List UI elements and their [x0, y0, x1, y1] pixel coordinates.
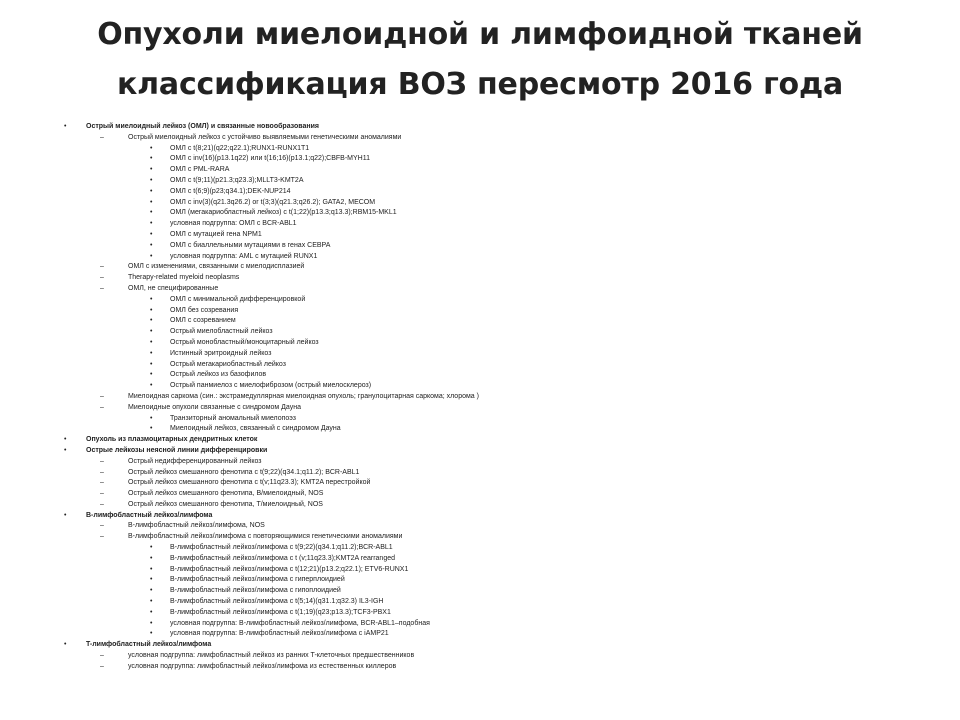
list-item-text: B-лимфобластный лейкоз/лимфома с t(9;22)(q34.1;q11.2);BCR-ABL1 [170, 544, 393, 552]
list-item-text: Миелоидные опухоли связанные с синдромом Дауна [128, 403, 301, 411]
list-item-level-2 [0, 262, 960, 273]
bullet-icon: • [150, 338, 153, 346]
dash-bullet-icon: – [100, 500, 104, 508]
list-item-text: ОМЛ с мутацией гена NPM1 [170, 230, 262, 238]
list-item-level-3 [0, 176, 960, 187]
dash-bullet-icon: – [100, 457, 104, 465]
list-item-level-3 [0, 144, 960, 155]
list-item-level-3 [0, 252, 960, 263]
bullet-icon: • [150, 166, 153, 174]
list-item-text: Острый мегакариобластный лейкоз [170, 360, 286, 368]
bullet-icon: • [150, 619, 153, 627]
list-item-level-2 [0, 489, 960, 500]
dash-bullet-icon: – [100, 479, 104, 487]
slide-title-line-2: классификация ВОЗ пересмотр 2016 года [116, 67, 844, 102]
list-item-text: Миелоидный лейкоз, связанный с синдромом Дауна [170, 425, 341, 433]
list-item-level-3 [0, 381, 960, 392]
list-item-level-1 [0, 640, 960, 651]
dash-bullet-icon: – [100, 403, 104, 411]
list-item-level-3 [0, 575, 960, 586]
list-item-level-3 [0, 198, 960, 209]
bullet-icon: • [150, 576, 153, 584]
dash-bullet-icon: – [100, 468, 104, 476]
bullet-icon: • [150, 155, 153, 163]
bullet-icon: • [64, 446, 67, 454]
list-item-text: B-лимфобластный лейкоз/лимфома, NOS [128, 522, 265, 530]
list-item-text: Острый лейкоз из базофилов [170, 371, 267, 379]
list-item-text: ОМЛ с созреванием [170, 317, 236, 325]
bullet-icon: • [64, 641, 67, 649]
list-item-level-2 [0, 468, 960, 479]
dash-bullet-icon: – [100, 133, 104, 141]
list-item-level-3 [0, 219, 960, 230]
list-item-level-3 [0, 349, 960, 360]
bullet-icon: • [150, 230, 153, 238]
bullet-icon: • [150, 544, 153, 552]
list-item-level-2 [0, 392, 960, 403]
list-item-text: Истинный эритроидный лейкоз [170, 349, 272, 357]
list-item-text: Острый миелоидный лейкоз (ОМЛ) и связанные новообразования [86, 123, 319, 130]
list-item-level-3 [0, 370, 960, 381]
dash-bullet-icon: – [100, 284, 104, 292]
list-item-level-2 [0, 133, 960, 144]
list-item-level-3 [0, 165, 960, 176]
list-item-level-3 [0, 554, 960, 565]
list-item-level-1 [0, 122, 960, 133]
dash-bullet-icon: – [100, 522, 104, 530]
bullet-icon: • [150, 198, 153, 206]
list-item-level-2 [0, 273, 960, 284]
list-item-level-2 [0, 662, 960, 673]
list-item-text: B-лимфобластный лейкоз/лимфома [86, 511, 213, 519]
list-item-level-2 [0, 521, 960, 532]
list-item-text: Острый лейкоз смешанного фенотипа, T/миелоидный, NOS [128, 500, 323, 508]
slide-title [20, 10, 940, 110]
list-item-level-2 [0, 457, 960, 468]
list-item-level-2 [0, 651, 960, 662]
list-item-level-3 [0, 295, 960, 306]
dash-bullet-icon: – [100, 533, 104, 541]
bullet-icon: • [150, 144, 153, 152]
list-item-level-2 [0, 284, 960, 295]
list-item-text: B-лимфобластный лейкоз/лимфома с гипоплоидией [170, 587, 341, 595]
bullet-icon: • [150, 349, 153, 357]
list-item-level-2 [0, 532, 960, 543]
list-item-text: ОМЛ с t(6;9)(p23;q34.1);DEK-NUP214 [170, 187, 291, 195]
bullet-icon: • [150, 295, 153, 303]
bullet-icon: • [64, 436, 67, 444]
list-item-text: B-лимфобластный лейкоз/лимфома с t(1;19)(q23;p13.3);TCF3-PBX1 [170, 608, 391, 616]
list-item-text: Therapy-related myeloid neoplasms [128, 274, 240, 282]
bullet-icon: • [150, 220, 153, 228]
list-item-level-3 [0, 360, 960, 371]
bullet-icon: • [150, 630, 153, 638]
bullet-icon: • [150, 360, 153, 368]
list-item-text: T-лимфобластный лейкоз/лимфома [86, 641, 212, 649]
list-item-text: Острый недифференцированный лейкоз [128, 457, 262, 465]
list-item-level-3 [0, 543, 960, 554]
list-item-level-3 [0, 565, 960, 576]
list-item-level-3 [0, 424, 960, 435]
list-item-text: ОМЛ без созревания [170, 306, 239, 314]
bullet-icon: • [150, 176, 153, 184]
list-item-level-2 [0, 478, 960, 489]
list-item-level-3 [0, 608, 960, 619]
dash-bullet-icon: – [100, 652, 104, 660]
dash-bullet-icon: – [100, 662, 104, 670]
bullet-icon: • [64, 123, 67, 130]
list-item-text: B-лимфобластный лейкоз/лимфома с гиперплоидией [170, 576, 345, 584]
list-item-level-3 [0, 629, 960, 640]
list-item-text: Острые лейкозы неясной линии дифференцировки [86, 446, 268, 454]
bullet-icon: • [150, 414, 153, 422]
list-item-text: условная подгруппа: лимфобластный лейкоз/лимфома из естественных киллеров [128, 662, 397, 670]
list-item-text: B-лимфобластный лейкоз/лимфома с t (v;11q23.3);KMT2A rearranged [170, 554, 396, 562]
list-item-level-3 [0, 586, 960, 597]
bullet-icon: • [64, 511, 67, 519]
bullet-icon: • [150, 306, 153, 314]
bullet-icon: • [150, 241, 153, 249]
dash-bullet-icon: – [100, 490, 104, 498]
bullet-icon: • [150, 608, 153, 616]
bullet-icon: • [150, 252, 153, 260]
list-item-text: Острый миелобластный лейкоз [170, 328, 273, 336]
bullet-icon: • [150, 382, 153, 390]
list-item-text: условная подгруппа: B-лимфобластный лейкоз/лимфома, BCR-ABL1–подобная [170, 619, 430, 627]
list-item-text: ОМЛ с биаллельными мутациями в генах CEBPA [170, 241, 331, 249]
list-item-level-1 [0, 435, 960, 446]
list-item-level-3 [0, 338, 960, 349]
bullet-icon: • [150, 587, 153, 595]
list-item-level-1 [0, 446, 960, 457]
list-item-text: Острый панмиелоз с миелофиброзом (острый миелосклероз) [170, 382, 372, 390]
list-item-text: B-лимфобластный лейкоз/лимфома с повторяющимися генетическими аномалиями [128, 533, 403, 541]
list-item-text: условная подгруппа: AML с мутацией RUNX1 [170, 252, 318, 260]
list-item-text: Острый лейкоз смешанного фенотипа с t(9;22)(q34.1;q11.2); BCR-ABL1 [128, 468, 360, 476]
list-item-text: ОМЛ с t(8;21)(q22;q22.1);RUNX1-RUNX1T1 [170, 144, 310, 152]
list-item-text: условная подгруппа: лимфобластный лейкоз из ранних T-клеточных предшественников [128, 652, 415, 660]
list-item-level-3 [0, 306, 960, 317]
list-item-text: ОМЛ с PML-RARA [170, 166, 230, 174]
bullet-icon: • [150, 317, 153, 325]
list-item-level-3 [0, 230, 960, 241]
list-item-text: условная подгруппа: ОМЛ с BCR-ABL1 [170, 220, 297, 228]
bullet-icon: • [150, 425, 153, 433]
bullet-icon: • [150, 554, 153, 562]
list-item-text: Транзиторный аномальный миелопоэз [170, 414, 296, 422]
list-item-level-3 [0, 414, 960, 425]
list-item-text: ОМЛ (мегакариобластный лейкоз) с t(1;22)(p13.3;q13.3);RBM15-MKL1 [170, 209, 397, 217]
list-item-level-2 [0, 403, 960, 414]
bullet-icon: • [150, 187, 153, 195]
bullet-icon: • [150, 328, 153, 336]
bullet-icon: • [150, 565, 153, 573]
list-item-text: ОМЛ с inv(16)(p13.1q22) или t(16;16)(p13.1;q22);CBFB-MYH11 [170, 155, 371, 163]
slide-title-line-1: Опухоли миелоидной и лимфоидной тканей [97, 17, 863, 52]
list-item-level-3 [0, 154, 960, 165]
dash-bullet-icon: – [100, 274, 104, 282]
list-item-text: ОМЛ с inv(3)(q21.3q26.2) or t(3;3)(q21.3;q26.2); GATA2, MECOM [170, 198, 376, 206]
list-item-level-3 [0, 316, 960, 327]
list-item-text: ОМЛ с изменениями, связанными с миелодисплазией [128, 263, 305, 271]
list-item-text: Острый монобластный/моноцитарный лейкоз [170, 338, 319, 346]
list-item-level-3 [0, 327, 960, 338]
list-item-text: B-лимфобластный лейкоз/лимфома с t(5;14)(q31.1;q32.3) IL3-IGH [170, 598, 384, 606]
list-item-text: ОМЛ с t(9;11)(p21.3;q23.3);MLLT3-KMT2A [170, 176, 304, 184]
list-item-level-3 [0, 187, 960, 198]
dash-bullet-icon: – [100, 263, 104, 271]
bullet-icon: • [150, 209, 153, 217]
list-item-text: B-лимфобластный лейкоз/лимфома с t(12;21)(p13.2;q22.1); ETV6-RUNX1 [170, 565, 409, 573]
list-item-level-3 [0, 208, 960, 219]
list-item-level-3 [0, 597, 960, 608]
classification-list [0, 122, 960, 673]
list-item-text: Миелоидная саркома (син.: экстрамедуллярная миелоидная опухоль; гранулоцитарная саркома; хлорома ) [128, 392, 479, 400]
list-item-text: условная подгруппа: B-лимфобластный лейкоз/лимфома с iAMP21 [170, 630, 389, 638]
list-item-text: Острый лейкоз смешанного фенотипа, B/миелоидный, NOS [128, 490, 324, 498]
bullet-icon: • [150, 371, 153, 379]
list-item-level-2 [0, 500, 960, 511]
bullet-icon: • [150, 598, 153, 606]
dash-bullet-icon: – [100, 392, 104, 400]
list-item-level-3 [0, 241, 960, 252]
list-item-text: Острый миелоидный лейкоз с устойчиво выявляемыми генетическими аномалиями [128, 133, 402, 141]
list-item-text: Опухоль из плазмоцитарных дендритных клеток [86, 436, 258, 444]
list-item-text: Острый лейкоз смешанного фенотипа с t(v;11q23.3); KMT2A перестройкой [128, 479, 371, 487]
list-item-level-3 [0, 619, 960, 630]
list-item-text: ОМЛ, не специфированные [128, 284, 219, 292]
list-item-level-1 [0, 511, 960, 522]
list-item-text: ОМЛ с минимальной дифференцировкой [170, 295, 306, 303]
